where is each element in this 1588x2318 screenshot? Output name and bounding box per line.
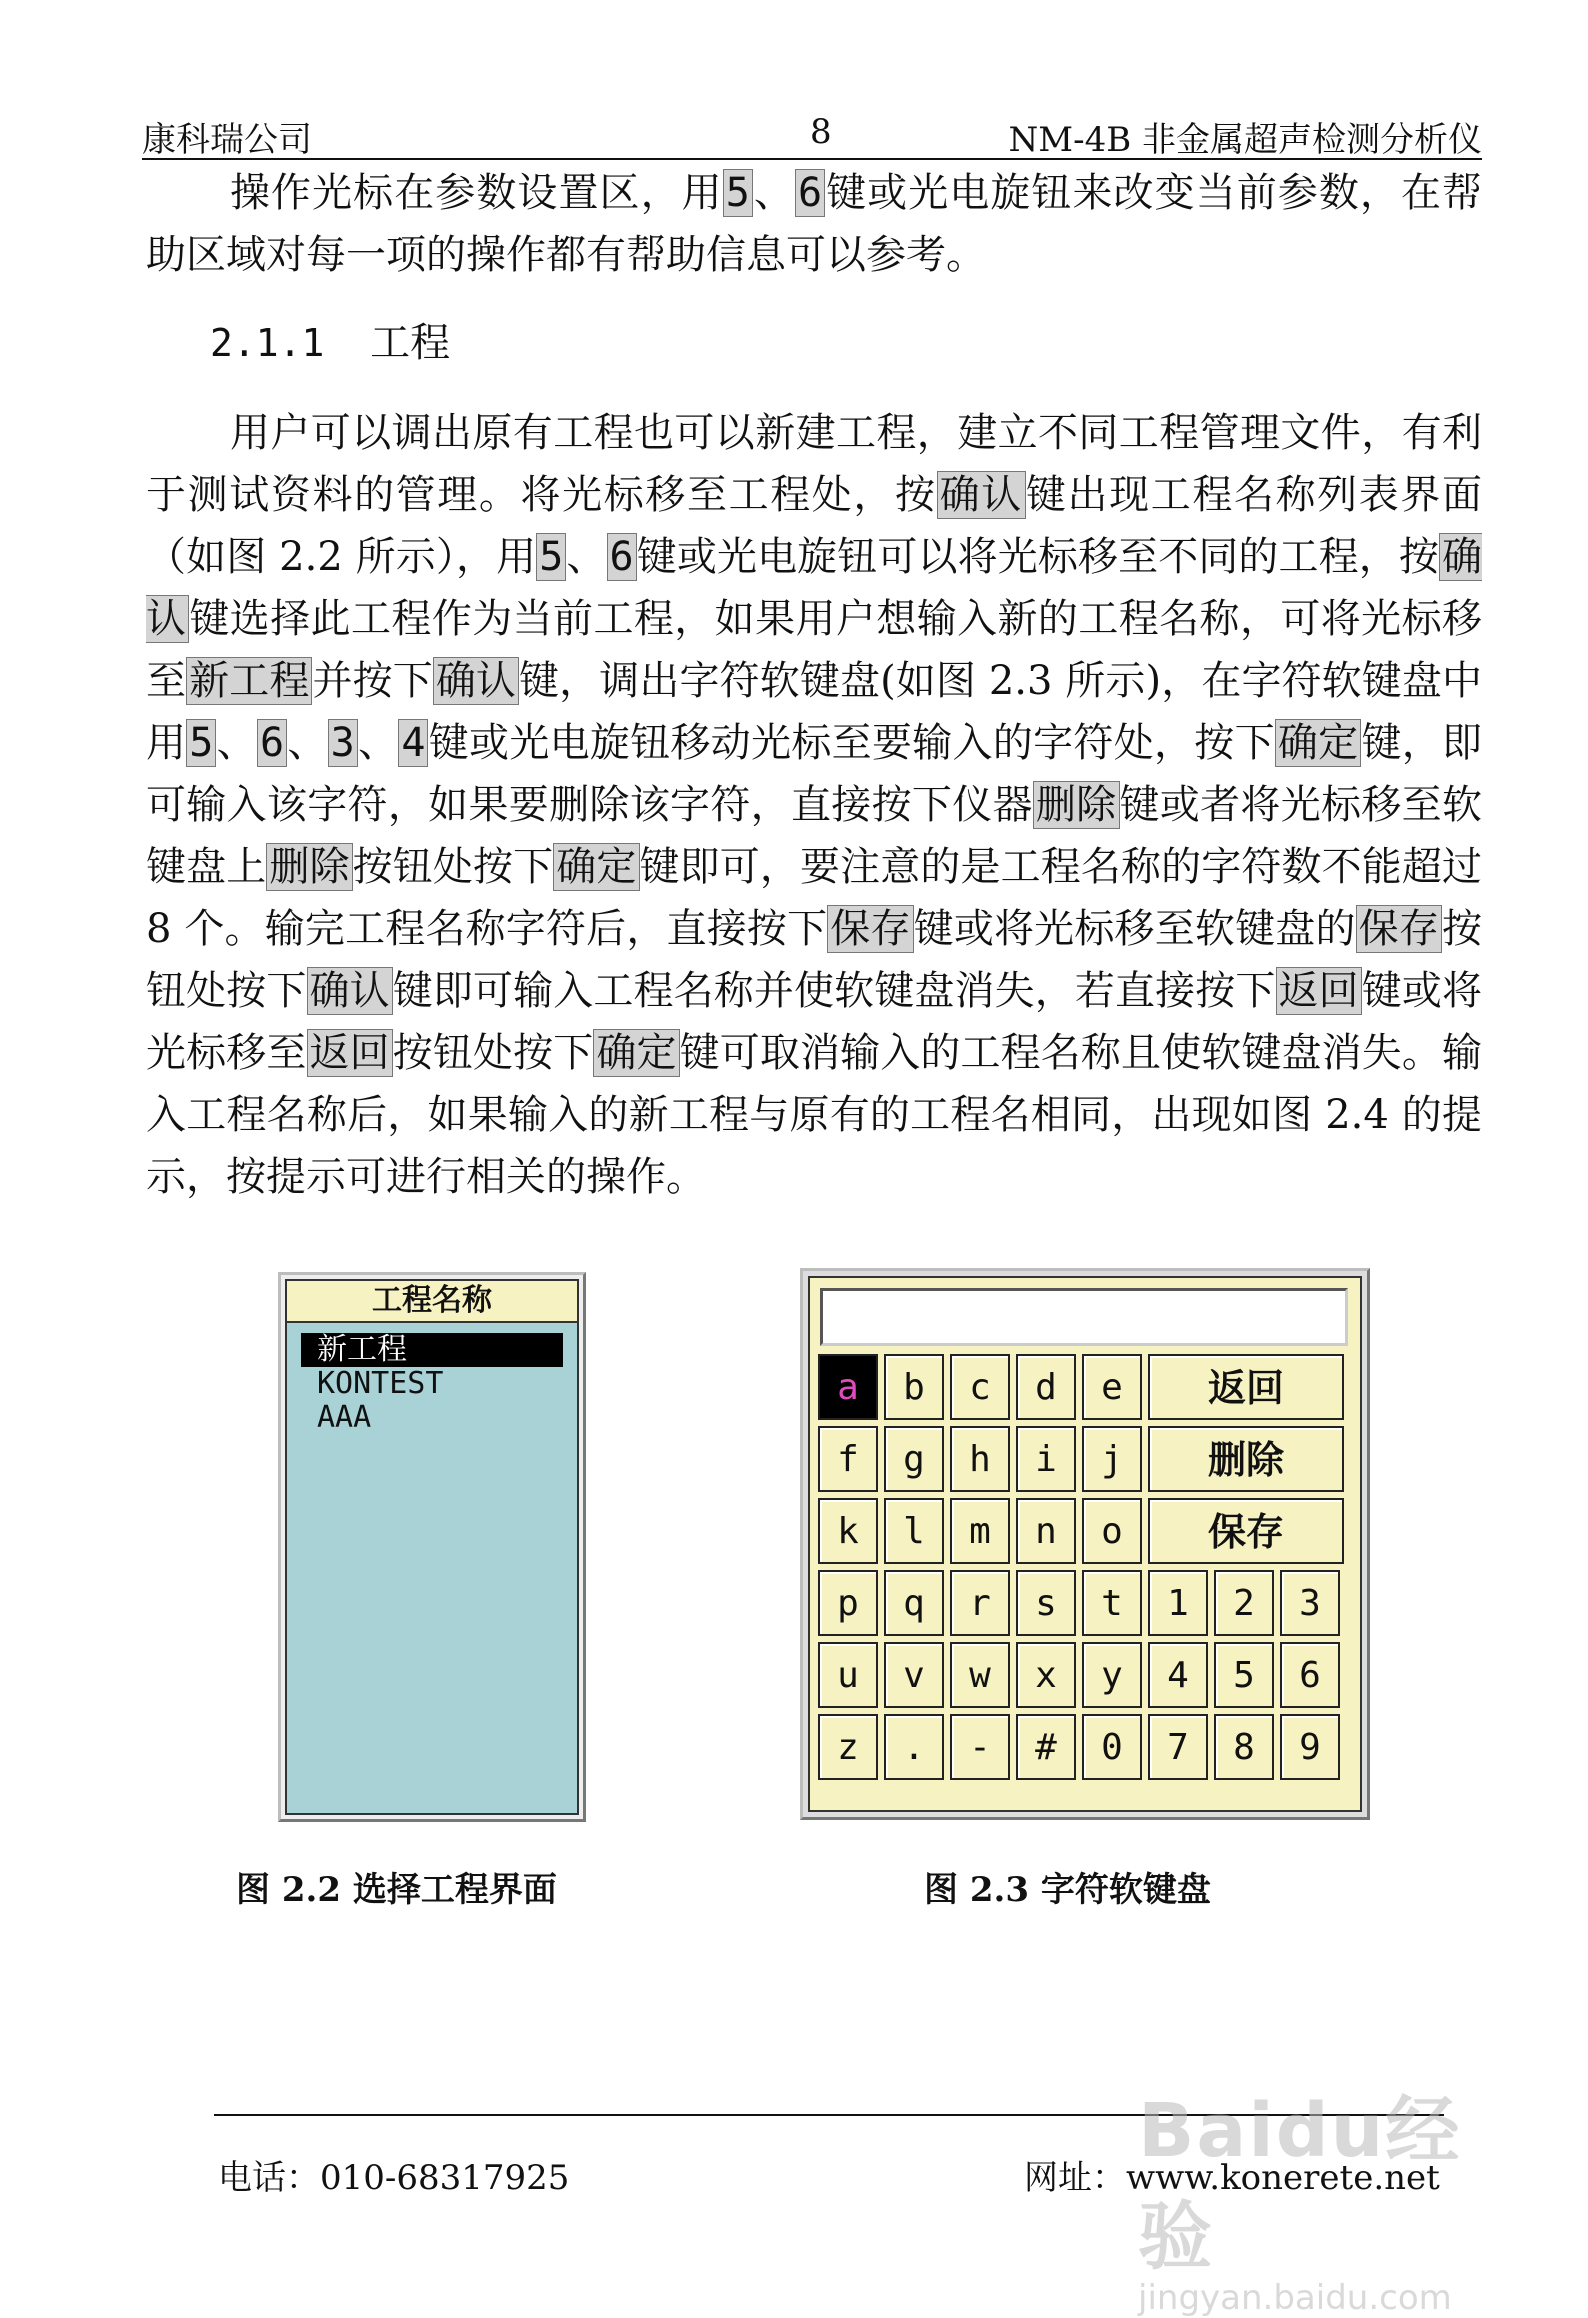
key-label: 新工程 <box>186 657 312 705</box>
keyboard-key[interactable]: h <box>950 1426 1010 1492</box>
keyboard-key[interactable]: 6 <box>1280 1642 1340 1708</box>
keyboard-key[interactable]: p <box>818 1570 878 1636</box>
paragraph-text: 键即可输入工程名称并使软键盘消失，若直接按下 <box>392 968 1276 1014</box>
keyboard-function-key[interactable]: 删除 <box>1148 1426 1344 1492</box>
paragraph-text: 键或将光标移至软键盘的 <box>913 906 1356 952</box>
key-label: 删除 <box>266 843 352 891</box>
paragraph-text: 键或者将光标移至软键盘上 <box>146 782 1482 890</box>
paragraph-text: 按钮处按下 <box>146 906 1483 1014</box>
footer-phone: 电话：010-68317925 <box>218 2158 570 2198</box>
project-list-item[interactable]: AAA <box>317 1400 372 1435</box>
key-label: 确认 <box>307 967 393 1015</box>
keyboard-input-field[interactable] <box>820 1288 1348 1346</box>
keyboard-key[interactable]: r <box>950 1570 1010 1636</box>
key-label: 6 <box>257 719 287 767</box>
key-label: 确定 <box>553 843 639 891</box>
figure-project-list <box>278 1272 586 1822</box>
keyboard-key[interactable]: w <box>950 1642 1010 1708</box>
keyboard-key[interactable]: n <box>1016 1498 1076 1564</box>
caption-fig23: 图 2.3 字符软键盘 <box>924 1870 1211 1910</box>
keyboard-key[interactable]: u <box>818 1642 878 1708</box>
key-label: 6 <box>795 169 825 217</box>
keyboard-key[interactable]: v <box>884 1642 944 1708</box>
keyboard-key[interactable]: 8 <box>1214 1714 1274 1780</box>
keyboard-key[interactable]: 9 <box>1280 1714 1340 1780</box>
key-label: 保存 <box>1356 905 1442 953</box>
keyboard-function-key[interactable]: 保存 <box>1148 1498 1344 1564</box>
keyboard-key[interactable]: q <box>884 1570 944 1636</box>
caption-fig22: 图 2.2 选择工程界面 <box>236 1870 557 1910</box>
keyboard-key[interactable]: z <box>818 1714 878 1780</box>
paragraph-text: 键，调出字符软键盘(如图 2.3 所示)，在字符软键盘中用 <box>146 658 1483 766</box>
key-label: 保存 <box>827 905 913 953</box>
paragraph-text: 、 <box>287 720 328 766</box>
keyboard-key[interactable]: # <box>1016 1714 1076 1780</box>
keyboard-key[interactable]: 0 <box>1082 1714 1142 1780</box>
key-label: 确认 <box>146 534 1483 642</box>
watermark-brand: Baidu经验 <box>1138 2088 1462 2280</box>
keyboard-key[interactable]: x <box>1016 1642 1076 1708</box>
section-title: 工程 <box>370 320 451 366</box>
keyboard-key[interactable]: o <box>1082 1498 1142 1564</box>
figure-soft-keyboard <box>800 1268 1370 1820</box>
keyboard-key[interactable]: k <box>818 1498 878 1564</box>
keyboard-key[interactable]: d <box>1016 1354 1076 1420</box>
paragraph-text: 键出现工程名称列表界面（如图 2.2 所示），用 <box>146 472 1483 580</box>
keyboard-key[interactable]: j <box>1082 1426 1142 1492</box>
body-paragraph <box>146 402 1482 1208</box>
keyboard-key[interactable]: e <box>1082 1354 1142 1420</box>
paragraph-text: 用户可以调出原有工程也可以新建工程，建立不同工程管理文件，有利于测试资料的管理。将光标移至工程处，按 <box>146 410 1482 518</box>
section-number: 2.1.1 <box>210 321 325 365</box>
keyboard-key[interactable]: c <box>950 1354 1010 1420</box>
paragraph-text: 按钮处按下 <box>352 844 554 890</box>
key-label: 删除 <box>1033 781 1120 829</box>
key-label: 5 <box>186 719 216 767</box>
paragraph-text: 按钮处按下 <box>392 1030 594 1076</box>
paragraph-text: 键，即可输入该字符，如果要删除该字符，直接按下仪器 <box>146 720 1483 828</box>
keyboard-key[interactable]: b <box>884 1354 944 1420</box>
key-label: 确定 <box>1275 719 1362 767</box>
page-header <box>142 112 1482 160</box>
keyboard-key[interactable]: m <box>950 1498 1010 1564</box>
paragraph-text: 键即可，要注意的是工程名称的字符数不能超过 8 个。输完工程名称字符后，直接按下 <box>146 844 1482 952</box>
project-list <box>287 1323 577 1435</box>
document-body <box>146 162 1482 1208</box>
keyboard-key[interactable]: y <box>1082 1642 1142 1708</box>
paragraph-text: 、 <box>752 170 795 216</box>
paragraph-text: 键可取消输入的工程名称且使软键盘消失。输入工程名称后，如果输入的新工程与原有的工程名相同，出现如图 2.4 的提示，按提示可进行相关的操作。 <box>146 1030 1482 1200</box>
keyboard-key[interactable]: g <box>884 1426 944 1492</box>
keyboard-key[interactable]: 1 <box>1148 1570 1208 1636</box>
paragraph-text: 键或光电旋钮来改变当前参数，在帮助区域对每一项的操作都有帮助信息可以参考。 <box>146 170 1483 278</box>
paragraph-text: 操作光标在参数设置区，用 <box>230 170 723 216</box>
key-label: 返回 <box>307 1029 393 1077</box>
keyboard-key[interactable]: 5 <box>1214 1642 1274 1708</box>
key-label: 4 <box>398 719 428 767</box>
intro-paragraph <box>146 162 1482 286</box>
header-company: 康科瑞公司 <box>142 120 312 160</box>
keyboard-key[interactable]: 7 <box>1148 1714 1208 1780</box>
project-list-item[interactable]: KONTEST <box>317 1366 444 1401</box>
key-label: 6 <box>607 533 637 581</box>
key-label: 5 <box>536 533 566 581</box>
paragraph-text: 并按下 <box>312 658 433 704</box>
paragraph-text: 键或将光标移至 <box>146 968 1482 1076</box>
keyboard-key[interactable]: i <box>1016 1426 1076 1492</box>
key-label: 5 <box>723 169 753 217</box>
key-label: 确认 <box>937 471 1026 519</box>
baidu-watermark <box>1138 2072 1518 2318</box>
paragraph-text: 、 <box>357 720 399 766</box>
paragraph-text: 、 <box>216 720 257 766</box>
project-list-item[interactable]: 新工程 <box>301 1333 563 1367</box>
key-label: 确定 <box>593 1029 679 1077</box>
header-page-number: 8 <box>810 112 832 152</box>
keyboard-key[interactable]: 4 <box>1148 1642 1208 1708</box>
key-label: 3 <box>328 719 358 767</box>
keyboard-key[interactable]: - <box>950 1714 1010 1780</box>
project-list-title: 工程名称 <box>287 1281 577 1323</box>
footer-website: 网址：www.konerete.net <box>1024 2158 1440 2198</box>
watermark-url: jingyan.baidu.com <box>1138 2278 1452 2318</box>
keyboard-key[interactable]: s <box>1016 1570 1076 1636</box>
keyboard-key[interactable]: . <box>884 1714 944 1780</box>
keyboard-key[interactable]: a <box>818 1354 878 1420</box>
keyboard-key[interactable]: 2 <box>1214 1570 1274 1636</box>
paragraph-text: 键或光电旋钮移动光标至要输入的字符处，按下 <box>428 720 1275 766</box>
keyboard-key[interactable]: t <box>1082 1570 1142 1636</box>
keyboard-function-key[interactable]: 返回 <box>1148 1354 1344 1420</box>
keyboard-key[interactable]: 3 <box>1280 1570 1340 1636</box>
keyboard-key[interactable]: f <box>818 1426 878 1492</box>
keyboard-key[interactable]: l <box>884 1498 944 1564</box>
section-heading <box>146 312 1482 374</box>
paragraph-text: 键选择此工程作为当前工程，如果用户想输入新的工程名称，可将光标移至 <box>146 596 1482 704</box>
key-label: 返回 <box>1276 967 1362 1015</box>
paragraph-text: 、 <box>566 534 607 580</box>
paragraph-text: 键或光电旋钮可以将光标移至不同的工程，按 <box>636 534 1440 580</box>
key-label: 确认 <box>433 657 519 705</box>
header-product: NM-4B 非金属超声检测分析仪 <box>1008 120 1482 160</box>
